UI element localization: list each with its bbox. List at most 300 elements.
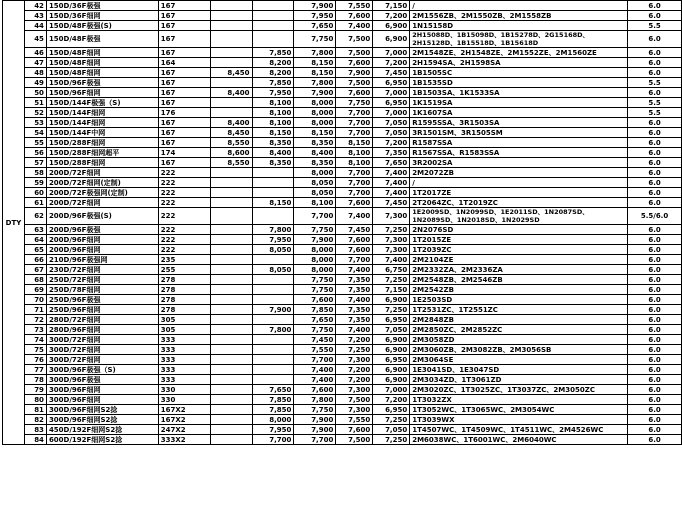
rate-cell: 6.0 xyxy=(628,325,682,335)
price-cell: 7,900 xyxy=(252,305,294,315)
spec-cell: 150D/144F细网 xyxy=(46,118,158,128)
models-cell: 2M6038WC、1T6001WC、2M6040WC xyxy=(410,435,628,445)
models-cell: 1N15158D xyxy=(410,21,628,31)
price-cell: 8,000 xyxy=(294,118,336,128)
price-cell: 7,000 xyxy=(373,48,410,58)
table-row xyxy=(3,345,682,355)
denier-cell: 167 xyxy=(158,48,210,58)
models-cell: 3R2002SA xyxy=(410,158,628,168)
table-row xyxy=(3,68,682,78)
price-cell: 6,900 xyxy=(373,375,410,385)
price-cell: 7,400 xyxy=(373,255,410,265)
spec-cell: 300D/72F细网 xyxy=(46,335,158,345)
price-cell: 7,600 xyxy=(336,198,373,208)
models-cell: 1T2531ZC、1T2551ZC xyxy=(410,305,628,315)
price-cell xyxy=(252,345,294,355)
rate-cell: 6.0 xyxy=(628,305,682,315)
rate-cell: 5.5 xyxy=(628,98,682,108)
price-cell: 7,650 xyxy=(252,385,294,395)
spec-cell: 200D/96F细网 xyxy=(46,245,158,255)
price-cell: 7,250 xyxy=(373,225,410,235)
models-cell: 1T3052WC、1T3065WC、2M3054WC xyxy=(410,405,628,415)
price-cell: 7,000 xyxy=(373,88,410,98)
price-cell: 7,900 xyxy=(336,68,373,78)
price-cell xyxy=(252,335,294,345)
denier-cell: 333 xyxy=(158,375,210,385)
price-cell xyxy=(252,31,294,48)
price-cell: 7,950 xyxy=(252,88,294,98)
price-cell xyxy=(210,425,252,435)
spec-cell: 150D/48F细网 xyxy=(46,58,158,68)
rate-cell: 6.0 xyxy=(628,138,682,148)
price-cell: 7,650 xyxy=(294,315,336,325)
price-cell: 7,400 xyxy=(294,365,336,375)
models-cell: 1B1503SA、1K1533SA xyxy=(410,88,628,98)
price-cell xyxy=(210,345,252,355)
price-table xyxy=(2,0,682,445)
price-cell: 7,200 xyxy=(336,335,373,345)
table-row xyxy=(3,325,682,335)
table-row xyxy=(3,285,682,295)
price-cell: 7,150 xyxy=(373,285,410,295)
price-cell: 7,550 xyxy=(294,345,336,355)
price-cell: 8,550 xyxy=(210,158,252,168)
price-cell: 7,200 xyxy=(373,58,410,68)
price-cell xyxy=(252,295,294,305)
table-row xyxy=(3,128,682,138)
spec-cell: 150D/288F细网 xyxy=(46,138,158,148)
price-cell: 7,600 xyxy=(336,88,373,98)
table-row xyxy=(3,425,682,435)
models-cell: 2T2064ZC、1T2019ZC xyxy=(410,198,628,208)
denier-cell: 167 xyxy=(158,118,210,128)
row-number: 82 xyxy=(24,415,46,425)
price-cell xyxy=(210,58,252,68)
price-cell: 8,000 xyxy=(294,98,336,108)
price-cell: 6,900 xyxy=(373,31,410,48)
table-row xyxy=(3,415,682,425)
table-row xyxy=(3,235,682,245)
price-cell: 7,950 xyxy=(252,425,294,435)
rate-cell: 6.0 xyxy=(628,335,682,345)
price-cell: 7,000 xyxy=(373,385,410,395)
price-cell: 7,700 xyxy=(336,108,373,118)
price-cell: 8,050 xyxy=(294,188,336,198)
price-cell xyxy=(252,11,294,21)
row-number: 73 xyxy=(24,325,46,335)
price-cell: 7,700 xyxy=(294,208,336,225)
spec-cell: 250D/96F细网 xyxy=(46,305,158,315)
price-cell: 8,350 xyxy=(252,138,294,148)
price-cell: 7,650 xyxy=(294,21,336,31)
rate-cell: 6.0 xyxy=(628,225,682,235)
spec-cell: 150D/96F细网 xyxy=(46,88,158,98)
price-cell: 7,700 xyxy=(336,128,373,138)
price-cell: 6,900 xyxy=(373,365,410,375)
row-number: 70 xyxy=(24,295,46,305)
table-row xyxy=(3,305,682,315)
spec-cell: 200D/96F细网 xyxy=(46,235,158,245)
denier-cell: 167 xyxy=(158,68,210,78)
denier-cell: 222 xyxy=(158,225,210,235)
price-cell: 7,800 xyxy=(294,395,336,405)
row-number: 54 xyxy=(24,128,46,138)
price-cell xyxy=(210,1,252,11)
models-cell: 2M2542ZB xyxy=(410,285,628,295)
row-number: 69 xyxy=(24,285,46,295)
models-cell: 3R1501SM、3R1505SM xyxy=(410,128,628,138)
spec-cell: 150D/288F细网超平 xyxy=(46,148,158,158)
price-cell: 7,700 xyxy=(336,168,373,178)
price-cell: 7,150 xyxy=(373,1,410,11)
spec-cell: 280D/96F细网 xyxy=(46,325,158,335)
denier-cell: 255 xyxy=(158,265,210,275)
table-row xyxy=(3,265,682,275)
denier-cell: 222 xyxy=(158,198,210,208)
price-cell: 7,950 xyxy=(294,11,336,21)
rate-cell: 6.0 xyxy=(628,275,682,285)
row-number: 64 xyxy=(24,235,46,245)
rate-cell: 6.0 xyxy=(628,148,682,158)
models-cell: 1B1505SC xyxy=(410,68,628,78)
price-cell xyxy=(210,335,252,345)
spec-cell: 250D/78F细网 xyxy=(46,285,158,295)
price-cell xyxy=(210,235,252,245)
price-cell: 7,700 xyxy=(294,355,336,365)
price-cell: 7,800 xyxy=(294,78,336,88)
price-cell: 8,000 xyxy=(294,168,336,178)
price-cell xyxy=(252,355,294,365)
price-cell xyxy=(210,178,252,188)
table-row xyxy=(3,198,682,208)
price-cell: 7,300 xyxy=(373,235,410,245)
spec-cell: 150D/48F极强(S) xyxy=(46,21,158,31)
spec-cell: 250D/96F极强 xyxy=(46,295,158,305)
denier-cell: 167 xyxy=(158,138,210,148)
table-row xyxy=(3,48,682,58)
price-cell: 7,900 xyxy=(294,235,336,245)
spec-cell: 300D/96F细网S2捻 xyxy=(46,415,158,425)
price-cell: 7,700 xyxy=(252,435,294,445)
spec-cell: 210D/96F极强网 xyxy=(46,255,158,265)
spec-cell: 150D/36F细网 xyxy=(46,11,158,21)
price-cell: 7,250 xyxy=(373,305,410,315)
price-cell xyxy=(252,168,294,178)
price-cell xyxy=(210,365,252,375)
price-cell: 8,150 xyxy=(252,198,294,208)
denier-cell: 330 xyxy=(158,395,210,405)
price-cell: 7,400 xyxy=(336,265,373,275)
price-cell: 8,050 xyxy=(252,245,294,255)
price-cell: 7,250 xyxy=(373,415,410,425)
table-row xyxy=(3,58,682,68)
row-number: 59 xyxy=(24,178,46,188)
spec-cell: 200D/72F细网 xyxy=(46,198,158,208)
price-cell: 7,250 xyxy=(336,345,373,355)
price-cell: 7,200 xyxy=(336,375,373,385)
spec-cell: 150D/36F极强 xyxy=(46,1,158,11)
price-cell: 7,850 xyxy=(294,305,336,315)
denier-cell: 167 xyxy=(158,31,210,48)
price-cell: 6,950 xyxy=(373,98,410,108)
denier-cell: 330 xyxy=(158,385,210,395)
row-number: 80 xyxy=(24,395,46,405)
table-row xyxy=(3,1,682,11)
rate-cell: 6.0 xyxy=(628,128,682,138)
price-cell xyxy=(210,315,252,325)
models-cell: R1587SSA xyxy=(410,138,628,148)
denier-cell: 305 xyxy=(158,315,210,325)
models-cell: 2M2104ZE xyxy=(410,255,628,265)
spec-cell: 300D/72F细网 xyxy=(46,355,158,365)
table-row xyxy=(3,98,682,108)
models-cell: 2M2072ZB xyxy=(410,168,628,178)
price-cell: 7,200 xyxy=(373,138,410,148)
spec-cell: 150D/144F中网 xyxy=(46,128,158,138)
price-cell: 7,350 xyxy=(373,148,410,158)
rate-cell: 6.0 xyxy=(628,245,682,255)
table-row xyxy=(3,188,682,198)
table-row xyxy=(3,31,682,48)
models-cell: 1K1519SA xyxy=(410,98,628,108)
table-row xyxy=(3,255,682,265)
price-cell: 7,900 xyxy=(294,415,336,425)
table-row xyxy=(3,138,682,148)
price-cell xyxy=(210,168,252,178)
price-cell: 7,900 xyxy=(294,425,336,435)
price-cell: 7,200 xyxy=(373,11,410,21)
models-cell: 2M2332ZA、2M2336ZA xyxy=(410,265,628,275)
price-cell xyxy=(210,78,252,88)
rate-cell: 6.0 xyxy=(628,188,682,198)
table-row xyxy=(3,295,682,305)
rate-cell: 6.0 xyxy=(628,235,682,245)
price-cell: 7,750 xyxy=(294,405,336,415)
price-cell: 7,600 xyxy=(294,385,336,395)
row-number: 52 xyxy=(24,108,46,118)
price-cell: 8,150 xyxy=(294,68,336,78)
price-cell xyxy=(210,245,252,255)
row-number: 56 xyxy=(24,148,46,158)
rate-cell: 5.5/6.0 xyxy=(628,208,682,225)
rate-cell: 6.0 xyxy=(628,435,682,445)
row-number: 71 xyxy=(24,305,46,315)
rate-cell: 6.0 xyxy=(628,295,682,305)
row-number: 47 xyxy=(24,58,46,68)
denier-cell: 333 xyxy=(158,335,210,345)
row-number: 53 xyxy=(24,118,46,128)
price-cell: 7,400 xyxy=(294,375,336,385)
price-cell xyxy=(210,188,252,198)
table-row xyxy=(3,88,682,98)
price-cell: 7,600 xyxy=(294,295,336,305)
models-cell: 1T4507WC、1T4509WC、1T4511WC、2M4526WC xyxy=(410,425,628,435)
table-row xyxy=(3,118,682,128)
table-row xyxy=(3,148,682,158)
spec-cell: 300D/96F细网 xyxy=(46,395,158,405)
price-cell: 8,200 xyxy=(252,58,294,68)
models-cell: / xyxy=(410,1,628,11)
price-cell xyxy=(252,178,294,188)
table-row xyxy=(3,385,682,395)
price-cell xyxy=(210,405,252,415)
price-cell xyxy=(252,21,294,31)
price-cell: 8,000 xyxy=(294,245,336,255)
price-cell: 7,500 xyxy=(336,395,373,405)
row-number: 51 xyxy=(24,98,46,108)
row-number: 43 xyxy=(24,11,46,21)
price-cell: 8,100 xyxy=(252,108,294,118)
price-cell: 7,800 xyxy=(252,325,294,335)
spec-cell: 200D/96F极强 xyxy=(46,225,158,235)
spec-cell: 250D/72F细网 xyxy=(46,275,158,285)
category-cell: DTY xyxy=(3,1,25,445)
price-cell: 7,300 xyxy=(373,208,410,225)
price-cell: 7,450 xyxy=(373,198,410,208)
price-cell: 7,550 xyxy=(336,1,373,11)
rate-cell: 6.0 xyxy=(628,265,682,275)
row-number: 84 xyxy=(24,435,46,445)
row-number: 61 xyxy=(24,198,46,208)
spec-cell: 150D/144F细网 xyxy=(46,108,158,118)
denier-cell: 222 xyxy=(158,208,210,225)
price-cell: 7,450 xyxy=(294,335,336,345)
models-cell: 2M3060ZB、2M3082ZB、2M3056SB xyxy=(410,345,628,355)
price-cell: 8,550 xyxy=(210,138,252,148)
price-cell: 7,750 xyxy=(294,31,336,48)
price-cell: 7,300 xyxy=(336,385,373,395)
price-cell: 8,400 xyxy=(294,148,336,158)
price-cell xyxy=(210,395,252,405)
price-cell xyxy=(252,208,294,225)
rate-cell: 6.0 xyxy=(628,48,682,58)
rate-cell: 6.0 xyxy=(628,118,682,128)
price-cell xyxy=(210,415,252,425)
price-cell: 7,400 xyxy=(373,178,410,188)
rate-cell: 6.0 xyxy=(628,285,682,295)
rate-cell: 6.0 xyxy=(628,158,682,168)
table-row xyxy=(3,168,682,178)
price-cell: 8,200 xyxy=(252,68,294,78)
price-cell: 8,150 xyxy=(294,128,336,138)
price-cell xyxy=(210,11,252,21)
price-cell: 8,150 xyxy=(336,138,373,148)
rate-cell: 6.0 xyxy=(628,415,682,425)
models-cell: R1595SSA、3R1503SA xyxy=(410,118,628,128)
denier-cell: 174 xyxy=(158,148,210,158)
rate-cell: 6.0 xyxy=(628,375,682,385)
price-cell: 7,300 xyxy=(336,405,373,415)
price-cell: 7,700 xyxy=(336,178,373,188)
price-cell: 7,550 xyxy=(336,415,373,425)
row-number: 67 xyxy=(24,265,46,275)
row-number: 49 xyxy=(24,78,46,88)
price-cell: 7,000 xyxy=(373,108,410,118)
table-row xyxy=(3,208,682,225)
price-cell: 7,850 xyxy=(252,405,294,415)
price-cell: 7,900 xyxy=(294,88,336,98)
price-cell: 7,700 xyxy=(336,188,373,198)
price-cell: 7,250 xyxy=(373,435,410,445)
price-cell: 7,850 xyxy=(252,78,294,88)
spec-cell: 600D/192F细网S2捻 xyxy=(46,435,158,445)
table-row xyxy=(3,335,682,345)
denier-cell: 278 xyxy=(158,285,210,295)
table-row xyxy=(3,395,682,405)
price-cell: 8,600 xyxy=(210,148,252,158)
rate-cell: 6.0 xyxy=(628,315,682,325)
price-cell xyxy=(210,285,252,295)
price-cell xyxy=(210,21,252,31)
price-cell: 6,900 xyxy=(373,345,410,355)
price-cell: 6,900 xyxy=(373,21,410,31)
price-cell xyxy=(252,375,294,385)
denier-cell: 222 xyxy=(158,245,210,255)
row-number: 68 xyxy=(24,275,46,285)
price-cell xyxy=(210,275,252,285)
denier-cell: 167 xyxy=(158,128,210,138)
price-cell: 7,800 xyxy=(252,225,294,235)
price-cell: 7,650 xyxy=(373,158,410,168)
price-cell xyxy=(210,108,252,118)
models-cell: 2H15088D、1B15098D、1B15278D、2G15168D、2H15128D、1B15518D、1B15618D xyxy=(410,31,628,48)
price-cell: 7,600 xyxy=(336,58,373,68)
price-cell: 8,100 xyxy=(336,158,373,168)
row-number: 78 xyxy=(24,375,46,385)
models-cell: 2M1556ZB、2M1550ZB、2M1558ZB xyxy=(410,11,628,21)
price-cell: 7,250 xyxy=(373,275,410,285)
price-cell: 7,950 xyxy=(252,235,294,245)
price-cell: 7,750 xyxy=(294,285,336,295)
models-cell: 1T2015ZE xyxy=(410,235,628,245)
denier-cell: 222 xyxy=(158,235,210,245)
spec-cell: 150D/48F极强 xyxy=(46,31,158,48)
spec-cell: 300D/96F极强 xyxy=(46,375,158,385)
models-cell: 2M3034ZD、1T3061ZD xyxy=(410,375,628,385)
row-number: 48 xyxy=(24,68,46,78)
rate-cell: 6.0 xyxy=(628,355,682,365)
table-row xyxy=(3,178,682,188)
price-cell: 7,350 xyxy=(336,285,373,295)
table-row xyxy=(3,108,682,118)
price-cell: 6,950 xyxy=(373,78,410,88)
spec-cell: 450D/192F细网S2捻 xyxy=(46,425,158,435)
models-cell: 1E3041SD、1E3047SD xyxy=(410,365,628,375)
row-number: 57 xyxy=(24,158,46,168)
row-number: 65 xyxy=(24,245,46,255)
price-cell: 8,150 xyxy=(294,58,336,68)
row-number: 81 xyxy=(24,405,46,415)
price-cell xyxy=(210,255,252,265)
price-cell: 7,050 xyxy=(373,425,410,435)
price-cell xyxy=(210,48,252,58)
denier-cell: 278 xyxy=(158,295,210,305)
rate-cell: 6.0 xyxy=(628,365,682,375)
denier-cell: 247X2 xyxy=(158,425,210,435)
price-table-body xyxy=(3,1,682,445)
price-cell: 6,950 xyxy=(373,355,410,365)
price-cell: 8,450 xyxy=(210,68,252,78)
rate-cell: 6.0 xyxy=(628,345,682,355)
price-cell xyxy=(210,225,252,235)
price-cell: 7,400 xyxy=(336,325,373,335)
price-cell xyxy=(252,285,294,295)
spec-cell: 150D/288F细网 xyxy=(46,158,158,168)
spec-cell: 150D/96F极强 xyxy=(46,78,158,88)
rate-cell: 6.0 xyxy=(628,255,682,265)
spec-cell: 200D/72F细网(定制) xyxy=(46,178,158,188)
spec-cell: 150D/144F极强（S) xyxy=(46,98,158,108)
